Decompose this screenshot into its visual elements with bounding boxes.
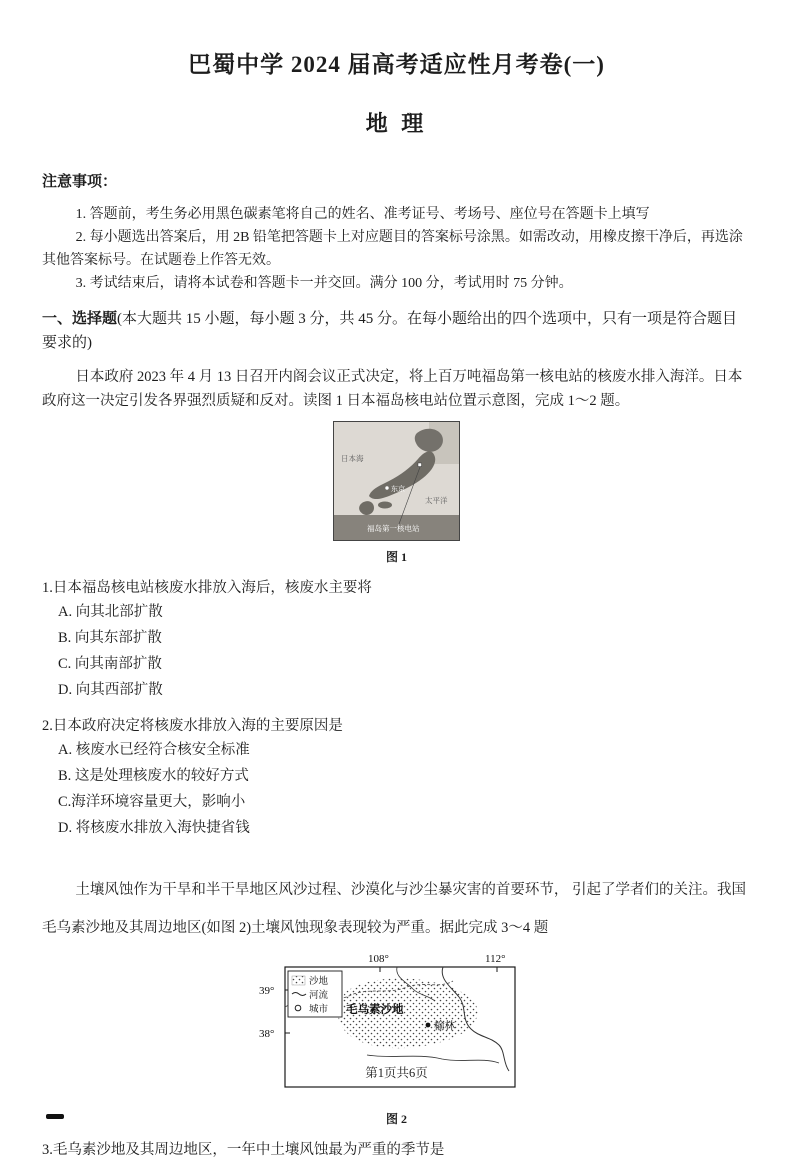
section-label: 一、选择题 bbox=[42, 311, 118, 327]
question-1-stem: 1.日本福岛核电站核废水排放入海后，核废水主要将 bbox=[42, 580, 372, 596]
map-legend bbox=[288, 971, 342, 1017]
longitude-label-108: 108° bbox=[367, 953, 389, 965]
fukushima-plant-marker bbox=[418, 463, 422, 467]
scan-artifact bbox=[46, 1114, 64, 1119]
question-1-option-a: A. 向其北部扩散 bbox=[58, 604, 163, 620]
question-3-stem: 3.毛乌素沙地及其周边地区，一年中土壤风蚀最为严重的季节是 bbox=[42, 1142, 445, 1158]
latitude-label-38: 38° bbox=[258, 1028, 274, 1040]
notice-item-1: 1. 答题前，考生务必用黑色碳素笔将自己的姓名、准考证号、考场号、座位号在答题卡上填写 bbox=[75, 207, 650, 222]
question-1-option-d: D. 向其西部扩散 bbox=[58, 682, 163, 698]
pacific-ocean-label: 太平洋 bbox=[425, 496, 448, 505]
legend-river-label: 河流 bbox=[308, 991, 328, 1001]
tokyo-marker bbox=[385, 486, 388, 489]
question-2-stem: 2.日本政府决定将核废水排放入海的主要原因是 bbox=[42, 718, 343, 734]
legend-city-symbol bbox=[295, 1005, 301, 1011]
tokyo-label: 东京 bbox=[391, 485, 405, 493]
longitude-label-112: 112° bbox=[484, 953, 505, 965]
figure-1-caption: 图 1 bbox=[385, 550, 407, 564]
latitude-label-39: 39° bbox=[258, 985, 274, 997]
subject-title: 地 理 bbox=[365, 111, 428, 136]
yulin-marker bbox=[425, 1023, 430, 1028]
passage-1: 日本政府 2023 年 4 月 13 日召开内阁会议正式决定，将上百万吨福岛第一核电站的核废水排入海洋。日本政府这一决定引发各界强烈质疑和反对。读图 1 日本福岛核电站位置示意图，完成 1～2 题。 bbox=[42, 369, 743, 409]
japan-map bbox=[333, 421, 460, 541]
section-heading bbox=[42, 307, 751, 355]
shikoku-landmass bbox=[378, 502, 392, 509]
legend-sand-label: 沙地 bbox=[308, 977, 328, 987]
question-1 bbox=[42, 577, 751, 703]
passage-2: 土壤风蚀作为干旱和半干旱地区风沙过程、沙漠化与沙尘暴灾害的首要环节， 引起了学者们的关注。我国毛乌素沙地及其周边地区(如图 2)土壤风蚀现象表现较为严重。据此完成 3～4 题 bbox=[42, 882, 746, 936]
exam-title: 巴蜀中学 2024 届高考适应性月考卷(一) bbox=[188, 52, 605, 77]
notice-item-3: 3. 考试结束后，请将本试卷和答题卡一并交回。满分 100 分，考试用时 75 分钟。 bbox=[75, 276, 573, 291]
notice-item-2: 2. 每小题选出答案后，用 2B 铅笔把答题卡上对应题目的答案标号涂黑。如需改动，用橡皮擦干净后，再选涂其他答案标号。在试题卷上作答无效。 bbox=[42, 230, 743, 268]
yulin-label: 榆林 bbox=[433, 1021, 455, 1032]
question-2-option-c: C.海洋环境容量更大，影响小 bbox=[58, 794, 246, 810]
question-1-option-b: B. 向其东部扩散 bbox=[58, 630, 162, 646]
fukushima-plant-label: 福岛第一核电站 bbox=[367, 524, 420, 533]
legend-city-label: 城市 bbox=[308, 1005, 328, 1015]
question-3 bbox=[42, 1139, 751, 1161]
desert-label: 毛乌素沙地 bbox=[345, 1004, 403, 1016]
question-2 bbox=[42, 715, 751, 841]
figure-2-caption: 图 2 bbox=[385, 1112, 407, 1126]
question-1-option-c: C. 向其南部扩散 bbox=[58, 656, 162, 672]
section-description: (本大题共 15 小题，每小题 3 分，共 45 分。在每小题给出的四个选项中，只有一项是符合题目要求的) bbox=[42, 311, 738, 351]
sea-of-japan-label: 日本海 bbox=[341, 454, 364, 463]
question-2-option-b: B. 这是处理核废水的较好方式 bbox=[58, 768, 249, 784]
figure-2 bbox=[242, 951, 552, 1127]
figure-1 bbox=[317, 421, 477, 565]
page-footer: 第1页共6页 bbox=[365, 1066, 428, 1080]
legend-sand-swatch bbox=[292, 976, 305, 985]
question-2-option-a: A. 核废水已经符合核安全标准 bbox=[58, 742, 250, 758]
notice-list bbox=[42, 203, 751, 295]
question-2-option-d: D. 将核废水排放入海快捷省钱 bbox=[58, 820, 250, 836]
notice-heading: 注意事项： bbox=[42, 174, 118, 190]
